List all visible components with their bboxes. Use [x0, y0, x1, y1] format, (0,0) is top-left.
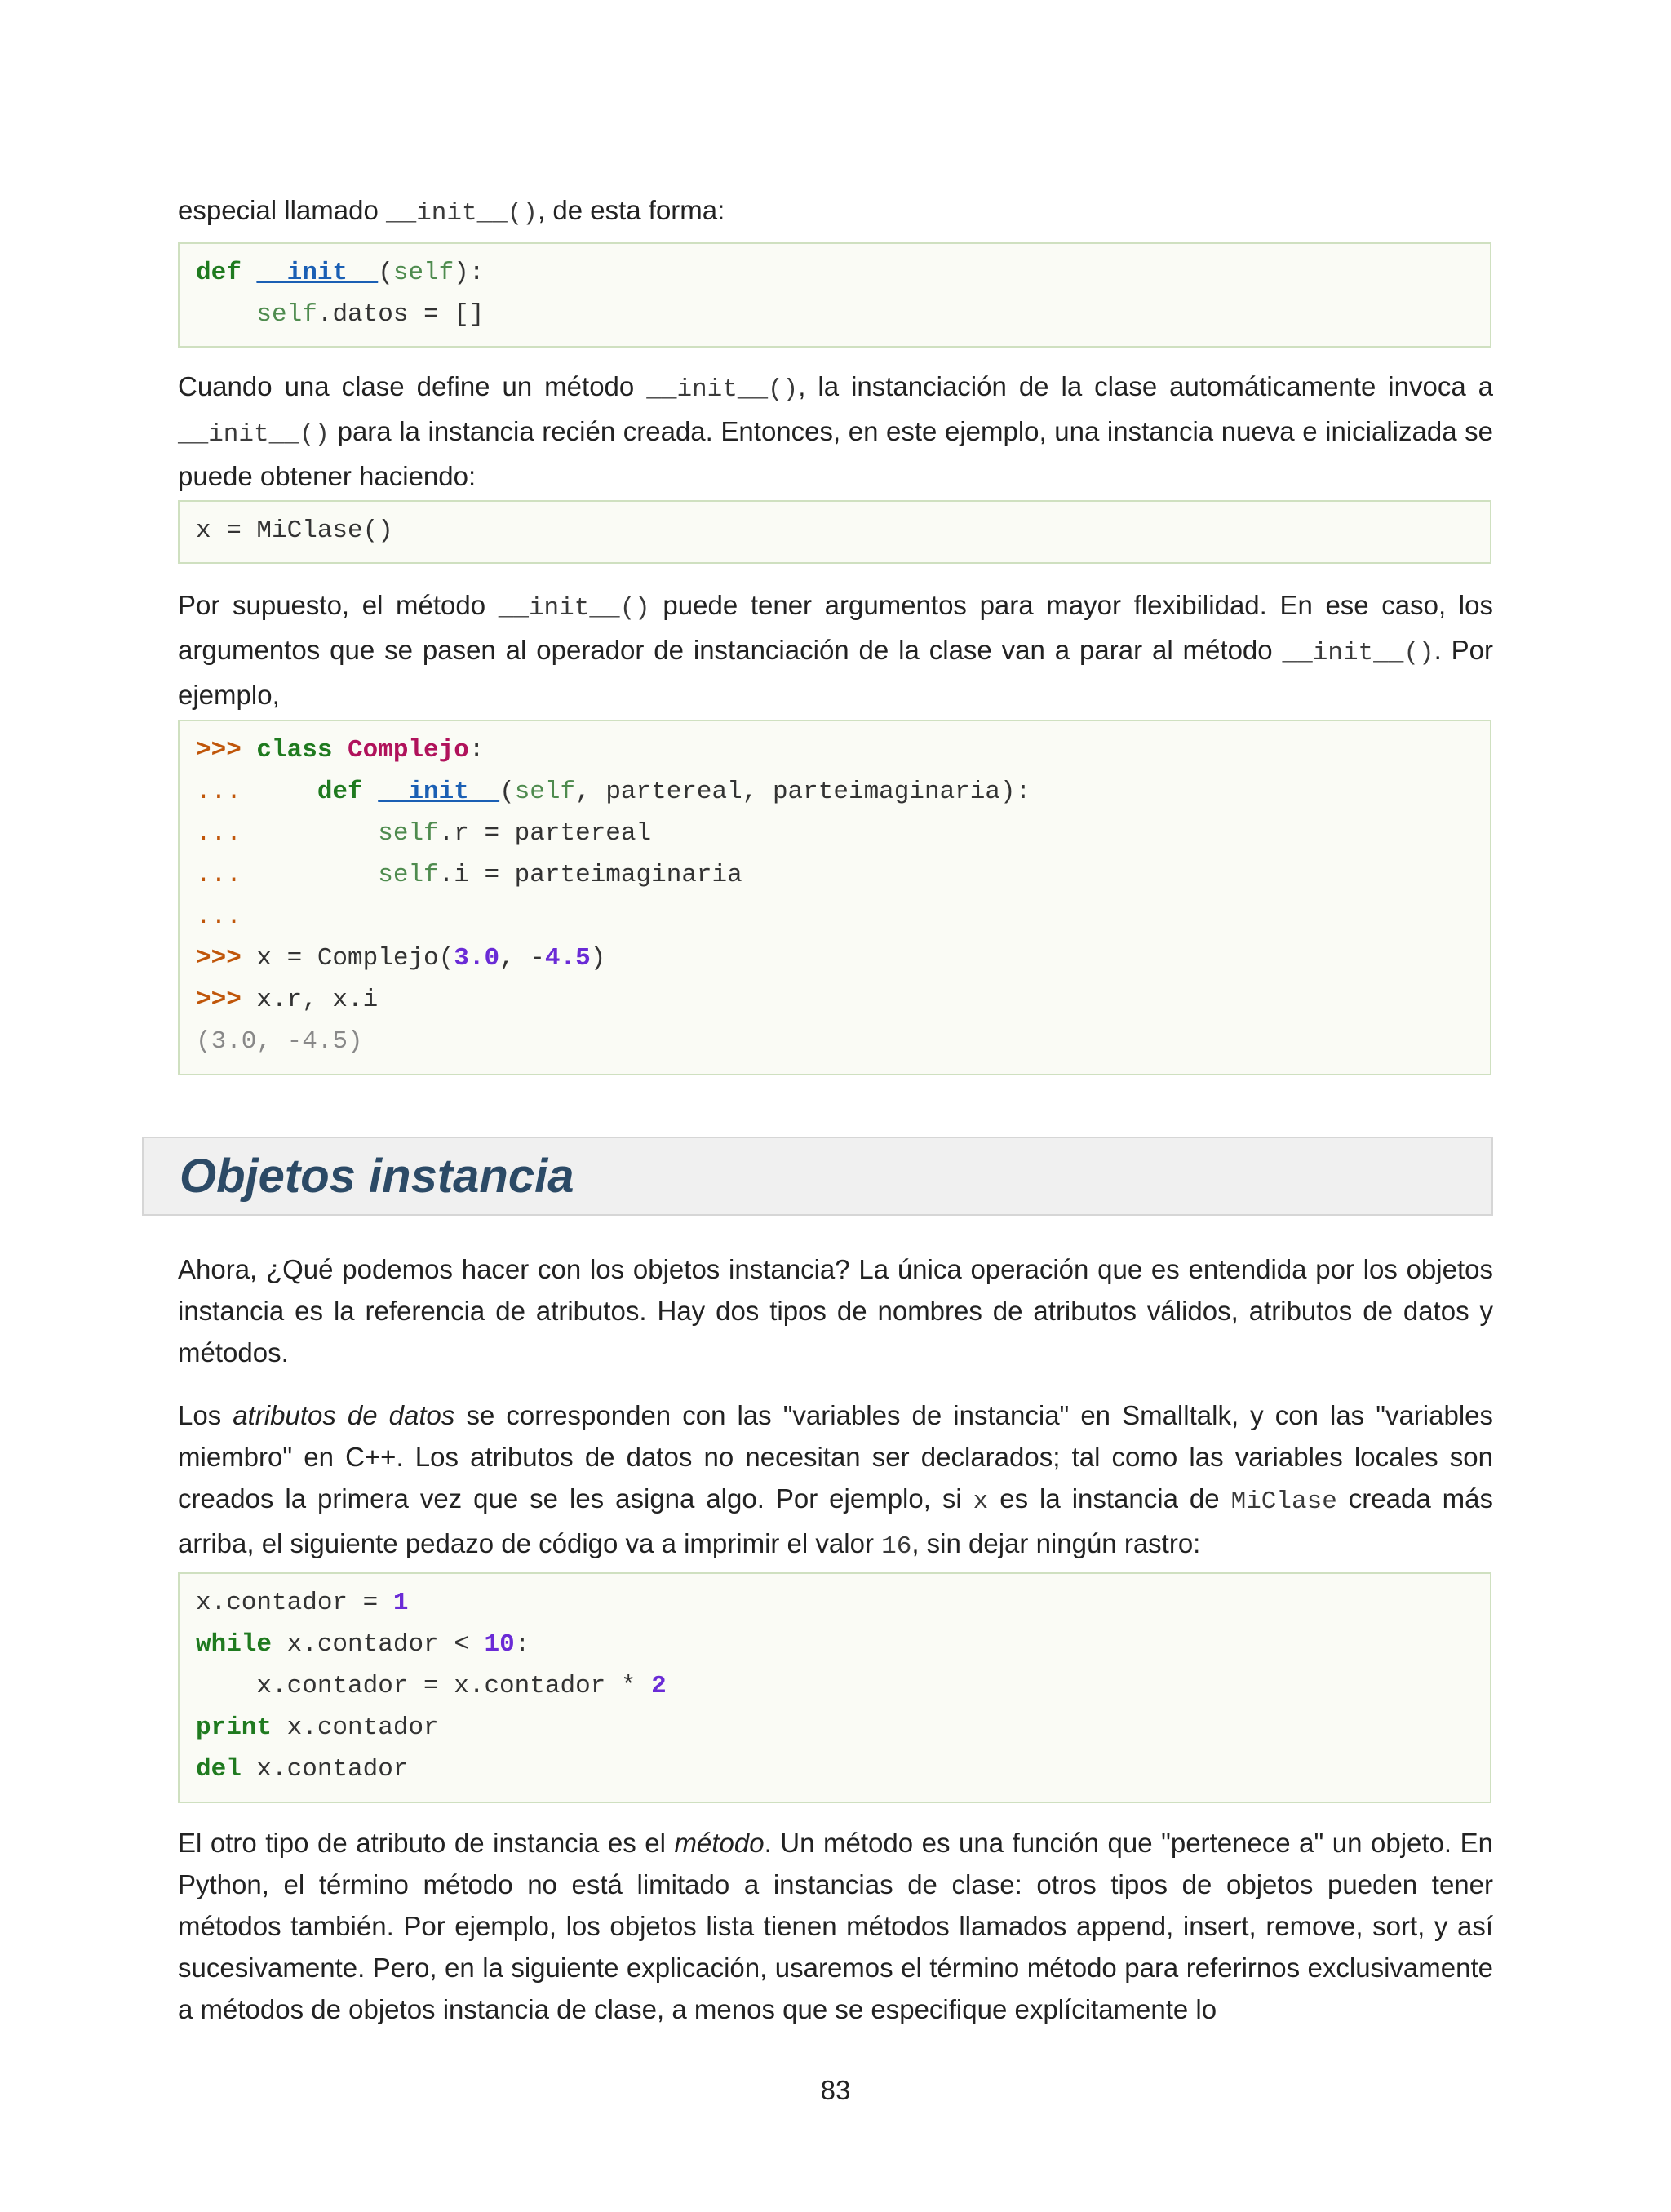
- inline-code: __init__(): [646, 375, 799, 404]
- paragraph-supuesto: Por supuesto, el método __init__() puede tener argumentos para mayor flexibilidad. En ese caso, los argumentos que se pasen al operador de instanciación de la clase van a parar al método __init__(). Por ejemplo,: [178, 590, 1493, 710]
- code-line: ... self.r = partereal: [196, 819, 652, 848]
- paragraph-cuando: Cuando una clase define un método __init__(), la instanciación de la clase automáticamente invoca a __init__() para la instancia recién creada. Entonces, en este ejemplo, una instancia nueva e inicializada se puede obtener haciendo:: [178, 371, 1493, 491]
- code-line: x.contador = x.contador * 2: [196, 1672, 667, 1700]
- code-line: self.datos = []: [256, 300, 485, 329]
- inline-code: x: [973, 1487, 989, 1516]
- code-line: print x.contador: [196, 1713, 439, 1742]
- inline-code: MiClase: [1230, 1487, 1337, 1516]
- code-line: ... def __init__(self, partereal, parteimaginaria):: [196, 778, 1031, 806]
- section-heading: Objetos instancia: [180, 1150, 574, 1203]
- code-block-init: [178, 242, 1491, 348]
- code-line: >>> x = Complejo(3.0, -4.5): [196, 944, 606, 973]
- paragraph-otro: El otro tipo de atributo de instancia es el método. Un método es una función que "pertenece a" un objeto. En Python, el término método no está limitado a instancias de clase: otros tipos de objetos pueden tener métodos también. Por ejemplo, los objetos lista tienen métodos llamados append, insert, remove, sort, y así sucesivamente. Pero, en la siguiente explicación, usaremos el término método para referirnos exclusivamente a métodos de objetos instancia de clase, a menos que se especifique explícitamente lo: [178, 1828, 1493, 2024]
- code-line: while x.contador < 10:: [196, 1630, 530, 1659]
- inline-code: __init__(): [1282, 639, 1434, 667]
- paragraph-los: Los atributos de datos se corresponden con las "variables de instancia" en Smalltalk, y con las "variables miembro" en C++. Los atributos de datos no necesitan ser declarados; tal como las variables locales son creados la primera vez que se les asigna algo. Por ejemplo, si x es la instancia de MiClase creada más arriba, el siguiente pedazo de código va a imprimir el valor 16, sin dejar ningún rastro:: [178, 1400, 1494, 1561]
- inline-code: __init__(): [498, 594, 650, 623]
- inline-code: __init__(): [178, 420, 330, 449]
- code-block-complejo: [178, 720, 1491, 1075]
- inline-code: __init__(): [385, 199, 539, 228]
- code-block-miclase: [178, 500, 1491, 564]
- paragraph-intro: [178, 189, 1493, 234]
- code-output-line: (3.0, -4.5): [196, 1027, 363, 1056]
- code-line: ...: [196, 902, 242, 931]
- text: especial llamado: [178, 195, 386, 225]
- code-line: x.contador = 1: [196, 1589, 409, 1617]
- code-line: >>> class Complejo:: [196, 736, 485, 765]
- emphasis: atributos de datos: [233, 1400, 455, 1430]
- code-line: ... self.i = parteimaginaria: [196, 861, 742, 889]
- code-line: x = MiClase(): [196, 516, 393, 545]
- emphasis: método: [674, 1828, 765, 1858]
- section-heading-box: [142, 1137, 1493, 1216]
- code-line: del x.contador: [196, 1755, 409, 1784]
- inline-code: 16: [881, 1532, 912, 1561]
- code-line: def __init__(self):: [196, 259, 485, 287]
- code-line: >>> x.r, x.i: [196, 986, 379, 1014]
- code-block-contador: [178, 1572, 1491, 1803]
- paragraph-ahora: Ahora, ¿Qué podemos hacer con los objetos instancia? La única operación que es entendida por los objetos instancia es la referencia de atributos. Hay dos tipos de nombres de atributos válidos, atributos de datos y métodos.: [178, 1254, 1493, 1368]
- text: , de esta forma:: [538, 195, 725, 225]
- page-number: 83: [820, 2075, 851, 2105]
